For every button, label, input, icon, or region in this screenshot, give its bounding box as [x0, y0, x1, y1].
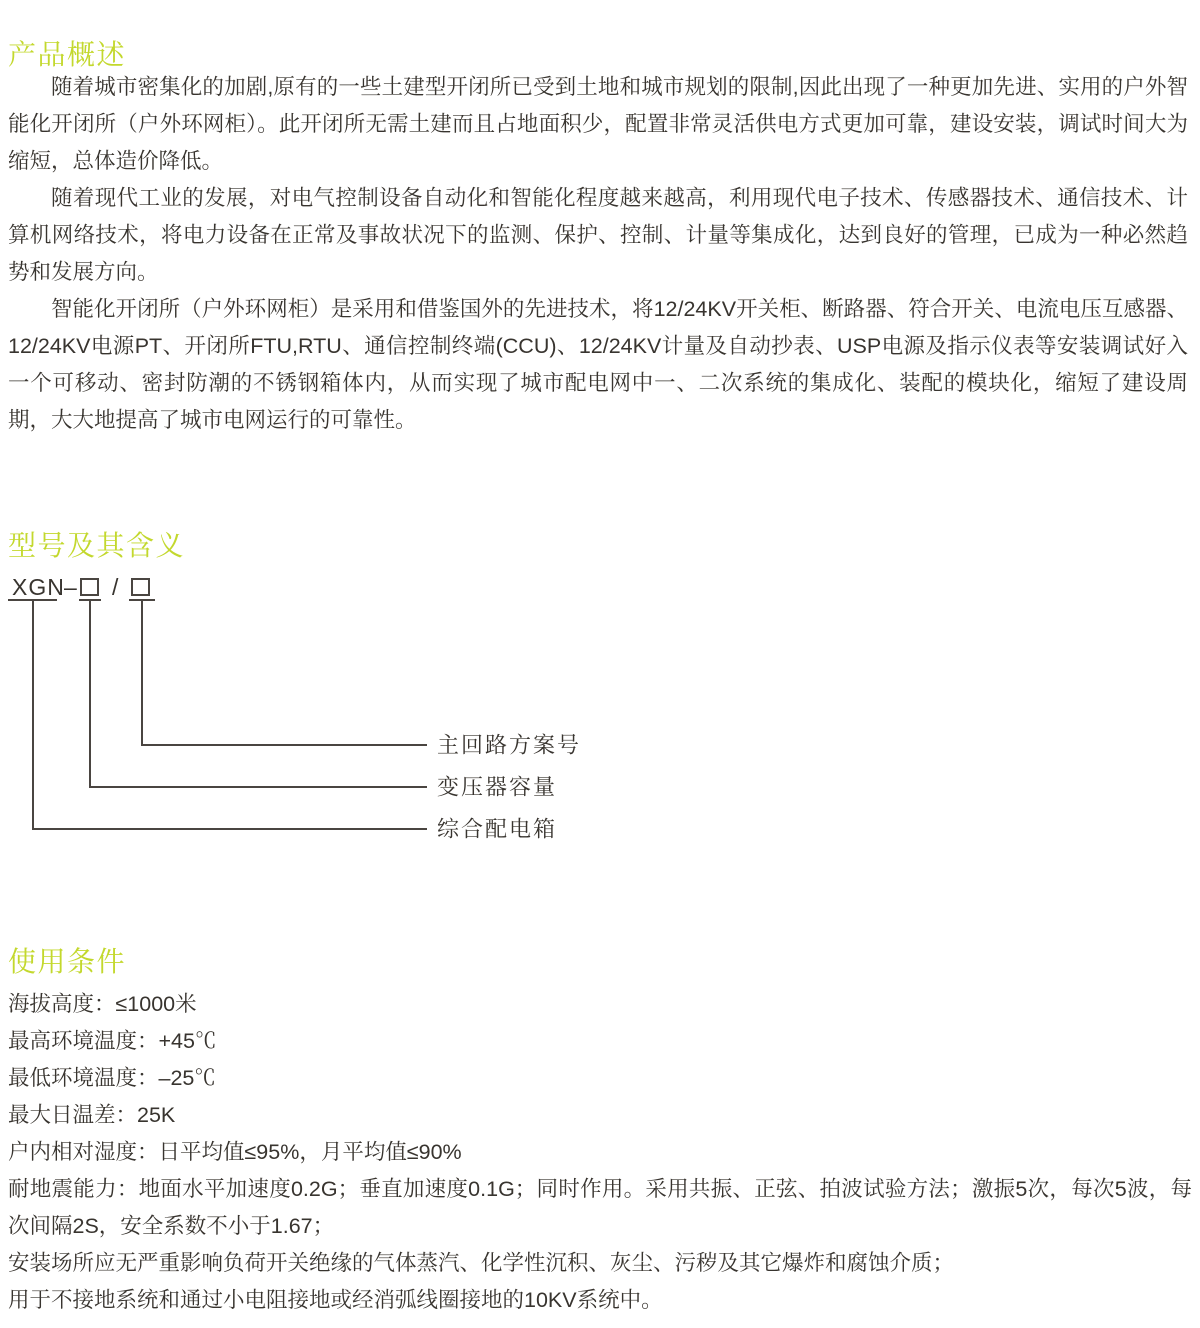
conditions-heading: 使用条件 — [8, 946, 127, 978]
condition-item-grounding: 用于不接地系统和通过小电阻接地或经消弧线圈接地的10KV系统中。 — [8, 1288, 663, 1312]
condition-item-environment: 安装场所应无严重影响负荷开关绝缘的气体蒸汽、化学性沉积、灰尘、污秽及其它爆炸和腐蚀介质； — [8, 1251, 955, 1275]
condition-item-max-temp: 最高环境温度：+45℃ — [8, 1029, 217, 1053]
condition-item-humidity: 户内相对湿度：日平均值≤95%，月平均值≤90% — [8, 1140, 462, 1164]
leader-line-box — [33, 600, 427, 829]
conditions-list — [8, 986, 1192, 1319]
placeholder-box-scheme — [132, 579, 149, 595]
model-designation-diagram — [8, 568, 648, 858]
leader-line-scheme — [142, 600, 427, 745]
model-code-slash: / — [112, 574, 120, 600]
overview-paragraph-2: 随着现代工业的发展，对电气控制设备自动化和智能化程度越来越高，利用现代电子技术、传感器技术、通信技术、计算机网络技术，将电力设备在正常及事故状况下的监测、保护、控制、计量等集成化，达到良好的管理，已成为一种必然趋势和发展方向。 — [8, 186, 1188, 284]
overview-heading: 产品概述 — [8, 39, 127, 71]
model-label-main-circuit-scheme: 主回路方案号 — [437, 732, 582, 758]
model-label-transformer-capacity: 变压器容量 — [437, 774, 558, 800]
overview-paragraph-1: 随着城市密集化的加剧,原有的一些土建型开闭所已受到土地和城市规划的限制,因此出现了一种更加先进、实用的户外智能化开闭所（户外环网柜）。此开闭所无需土建而且占地面积少，配置非常灵活供电方式更加可靠，建设安装，调试时间大为缩短，总体造价降低。 — [8, 75, 1188, 173]
condition-item-daily-range: 最大日温差：25K — [8, 1103, 176, 1127]
condition-item-altitude: 海拔高度：≤1000米 — [8, 992, 197, 1016]
overview-paragraphs — [8, 69, 1188, 439]
condition-item-min-temp: 最低环境温度：–25℃ — [8, 1066, 216, 1090]
model-code-dash: – — [64, 574, 78, 600]
leader-line-transformer — [90, 600, 427, 787]
model-heading: 型号及其含义 — [8, 530, 186, 562]
model-code-prefix: XGN — [12, 574, 65, 600]
overview-paragraph-3: 智能化开闭所（户外环网柜）是采用和借鉴国外的先进技术，将12/24KV开关柜、断路器、符合开关、电流电压互感器、12/24KV电源PT、开闭所FTU,RTU、通信控制终端(CCU)、12/24KV计量及自动抄表、USP电源及指示仪表等安装调试好入一个可移动、密封防潮的不锈钢箱体内，从而实现了城市配电网中一、二次系统的集成化、装配的模块化，缩短了建设周期，大大地提高了城市电网运行的可靠性。 — [8, 297, 1188, 432]
placeholder-box-transformer — [81, 579, 98, 595]
model-label-distribution-box: 综合配电箱 — [437, 816, 558, 842]
condition-item-seismic: 耐地震能力：地面水平加速度0.2G；垂直加速度0.1G；同时作用。采用共振、正弦、拍波试验方法；激振5次，每次5波，每次间隔2S，安全系数不小于1.67； — [8, 1177, 1192, 1238]
